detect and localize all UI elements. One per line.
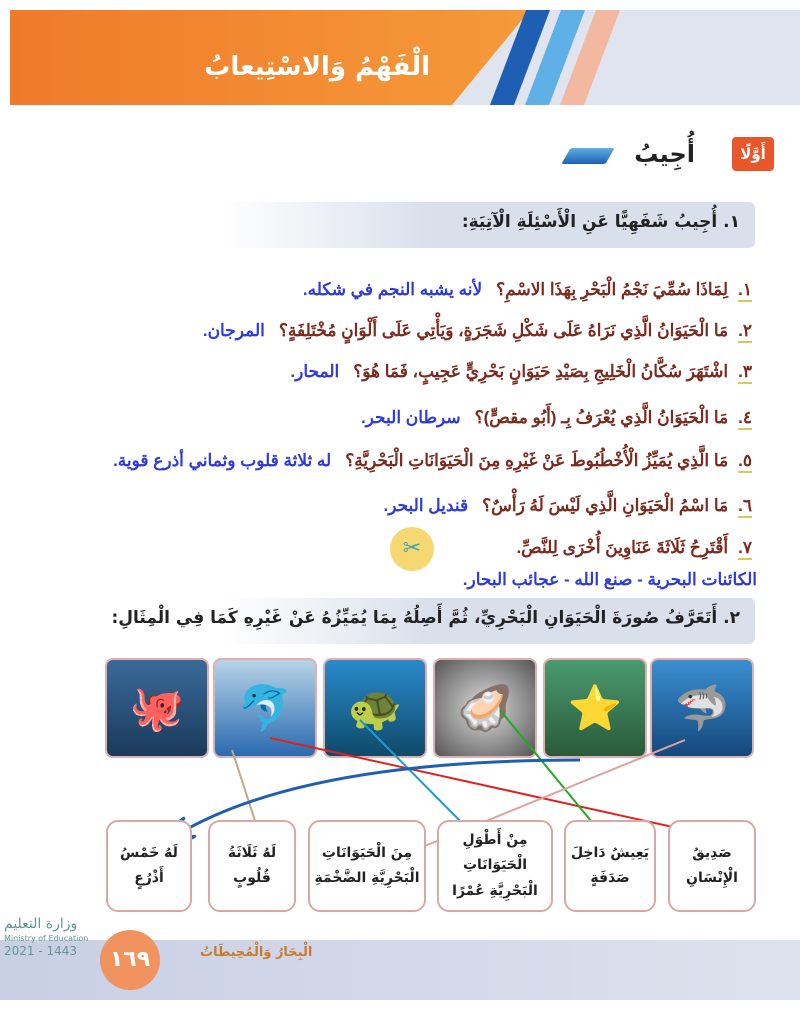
ministry-watermark xyxy=(4,916,94,959)
idea-icon: ✂ xyxy=(390,527,434,571)
image-pearl-oyster: 🦪 xyxy=(433,658,537,758)
answer-3: المحار. xyxy=(290,362,340,381)
arrow-turtle xyxy=(360,720,475,836)
question-text: اشْتَهَرَ سُكَّانُ الْخَلِيجِ بِصَيْدِ حَيَوَانٍ بَحْرِيٍّ عَجِيبٍ، فَمَا هُوَ؟ xyxy=(353,362,729,381)
page-number: ١٦٩ xyxy=(100,930,160,990)
question-text: مَا الْحَيَوَانُ الَّذِي يُعْرَفُ بِـ (أَبُو مقصٍّ)؟ xyxy=(474,408,729,427)
match-box-3: مِنْ أَطْوَلِ الْحَيَوَانَاتِ الْبَحْرِيَّةِ عُمْرًا xyxy=(437,820,553,912)
ministry-name: وزارة التعليم xyxy=(4,916,78,932)
question-number: ١. xyxy=(738,280,752,302)
image-starfish: ⭐ xyxy=(543,658,647,758)
image-shark: 🦈 xyxy=(650,658,754,758)
arrow-oyster xyxy=(500,710,605,838)
match-box-5: لَهُ ثَلَاثَةُ قُلُوبٍ xyxy=(208,820,296,912)
question-number: ٥. xyxy=(738,451,752,473)
answer-5: له ثلاثة قلوب وثماني أذرع قوية. xyxy=(113,451,332,470)
question-number: ٦. xyxy=(738,496,752,518)
section-title: أُجِيبُ xyxy=(634,140,695,168)
arrow-dolphin xyxy=(270,738,700,833)
image-turtle: 🐢 xyxy=(323,658,427,758)
answer-text: قنديل البحر. xyxy=(383,496,469,515)
ministry-name-en: Ministry of Education xyxy=(4,934,89,943)
match-box-6: لَهُ خَمْسُ أَذْرُعٍ xyxy=(106,820,192,912)
question-text: أَقْتَرِحُ ثَلَاثَةَ عَنَاوِينَ أُخْرَى لِلنَّصِّ. xyxy=(516,538,729,557)
question-text: لِمَاذَا سُمِّيَ نَجْمُ الْبَحْرِ بِهَذَا الاسْمِ؟ xyxy=(496,280,729,299)
match-box-1: صَدِيقُ الْإِنْسَانِ xyxy=(668,820,756,912)
image-octopus: 🐙 xyxy=(105,658,209,758)
answer-2: المرجان. xyxy=(202,321,265,340)
ministry-year: 2021 - 1443 xyxy=(4,944,78,958)
section-badge: أَوَّلًا xyxy=(732,137,774,171)
question-number: ٧. xyxy=(738,538,752,560)
question-number: ٢. xyxy=(738,321,752,343)
match-box-2: يَعِيشُ دَاخِلَ صَدَفَةٍ xyxy=(564,820,656,912)
answer-text: سرطان البحر. xyxy=(360,408,461,427)
part2-title: ٢. أَتَعَرَّفُ صُورَةَ الْحَيَوَانِ الْبَحْرِيِّ، ثُمَّ أَصِلُهُ بِمَا يُمَيِّزُهُ عَنْ غَيْرِهِ كَمَا فِي الْمِثَالِ: xyxy=(111,608,740,628)
page-title: الْفَهْمُ وَالاسْتِيعابُ xyxy=(204,52,430,82)
question-number: ٤. xyxy=(738,408,752,430)
question-text: مَا اسْمُ الْحَيَوَانِ الَّذِي لَيْسَ لَهُ رَأْسٌ؟ xyxy=(482,496,729,515)
part1-title: ١. أُجِيبُ شَفَهِيًّا عَنِ الْأَسْئِلَةِ الْآتِيَةِ: xyxy=(461,212,740,232)
question-number: ٣. xyxy=(738,362,752,384)
answer-7: الكائنات البحرية - صنع الله - عجائب البحار. xyxy=(462,570,757,589)
answer-text: لأنه يشبه النجم في شكله. xyxy=(302,280,483,299)
question-text: مَا الَّذِي يُمَيِّزُ الْأُخْطُبُوطَ عَنْ غَيْرِهِ مِنَ الْحَيَوَانَاتِ الْبَحْرِيَّةِ؟ xyxy=(345,451,729,470)
unit-title: الْبِحَارُ وَالْمُحِيطَاتُ xyxy=(200,945,313,960)
match-box-4: مِنَ الْحَيَوَانَاتِ الْبَحْرِيَّةِ الضَّخْمَةِ xyxy=(308,820,426,912)
image-dolphins: 🐬 xyxy=(213,658,317,758)
question-text: مَا الْحَيَوَانُ الَّذِي نَرَاهُ عَلَى شَكْلِ شَجَرَةٍ، وَيَأْتِي عَلَى أَلْوَانٍ مُخْتَلِفَةٍ؟ xyxy=(278,321,729,340)
